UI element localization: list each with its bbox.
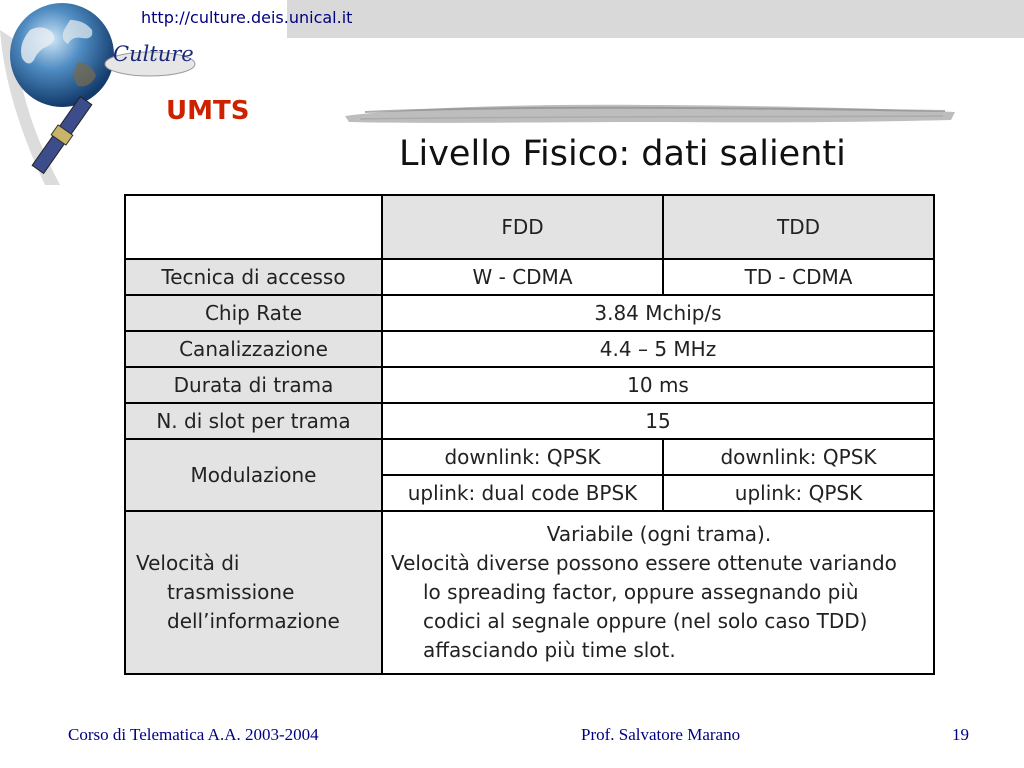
cell-fdd: uplink: dual code BPSK [382,475,663,511]
header-empty-cell [125,195,382,259]
logo-wordmark: Culture [113,42,194,66]
row-label: Chip Rate [125,295,382,331]
table-row [125,259,934,295]
cell-shared: 3.84 Mchip/s [382,295,934,331]
label-line: trasmissione [167,580,295,604]
table-header-row [125,195,934,259]
url-bar [137,0,1024,38]
brush-stroke-divider [345,98,955,128]
table-row [125,403,934,439]
cell-shared: 4.4 – 5 MHz [382,331,934,367]
desc-line: Variabile (ogni trama). [546,522,772,546]
cell-tdd: uplink: QPSK [663,475,934,511]
table-row [125,439,934,475]
cell-shared [382,511,934,674]
row-label: N. di slot per trama [125,403,382,439]
physical-layer-table [124,194,935,675]
globe-satellite-logo-icon [0,0,200,190]
row-label [125,511,382,674]
table-row [125,511,934,674]
header-fdd: FDD [382,195,663,259]
footer-course: Corso di Telematica A.A. 2003-2004 [68,725,319,744]
section-label: UMTS [166,96,250,126]
cell-shared: 15 [382,403,934,439]
row-label: Tecnica di accesso [125,259,382,295]
footer-page-number: 19 [952,725,969,744]
site-url[interactable]: http://culture.deis.unical.it [141,8,353,27]
desc-line: lo spreading factor, oppure assegnando più [423,580,859,604]
desc-line: affasciando più time slot. [423,638,676,662]
cell-shared: 10 ms [382,367,934,403]
slide-title: Livello Fisico: dati salienti [399,134,846,174]
desc-line: Velocità diverse possono essere ottenute variando [391,551,897,575]
row-label: Durata di trama [125,367,382,403]
table-row [125,331,934,367]
url-bar-right [287,0,1024,38]
cell-fdd: downlink: QPSK [382,439,663,475]
header-tdd: TDD [663,195,934,259]
table-row [125,367,934,403]
label-line: dell’informazione [167,609,340,633]
cell-fdd: W - CDMA [382,259,663,295]
label-line: Velocità di [136,551,240,575]
table-row [125,295,934,331]
row-label: Canalizzazione [125,331,382,367]
row-label: Modulazione [125,439,382,511]
cell-tdd: TD - CDMA [663,259,934,295]
cell-tdd: downlink: QPSK [663,439,934,475]
desc-line: codici al segnale oppure (nel solo caso TDD) [423,609,868,633]
footer-author: Prof. Salvatore Marano [581,725,741,744]
